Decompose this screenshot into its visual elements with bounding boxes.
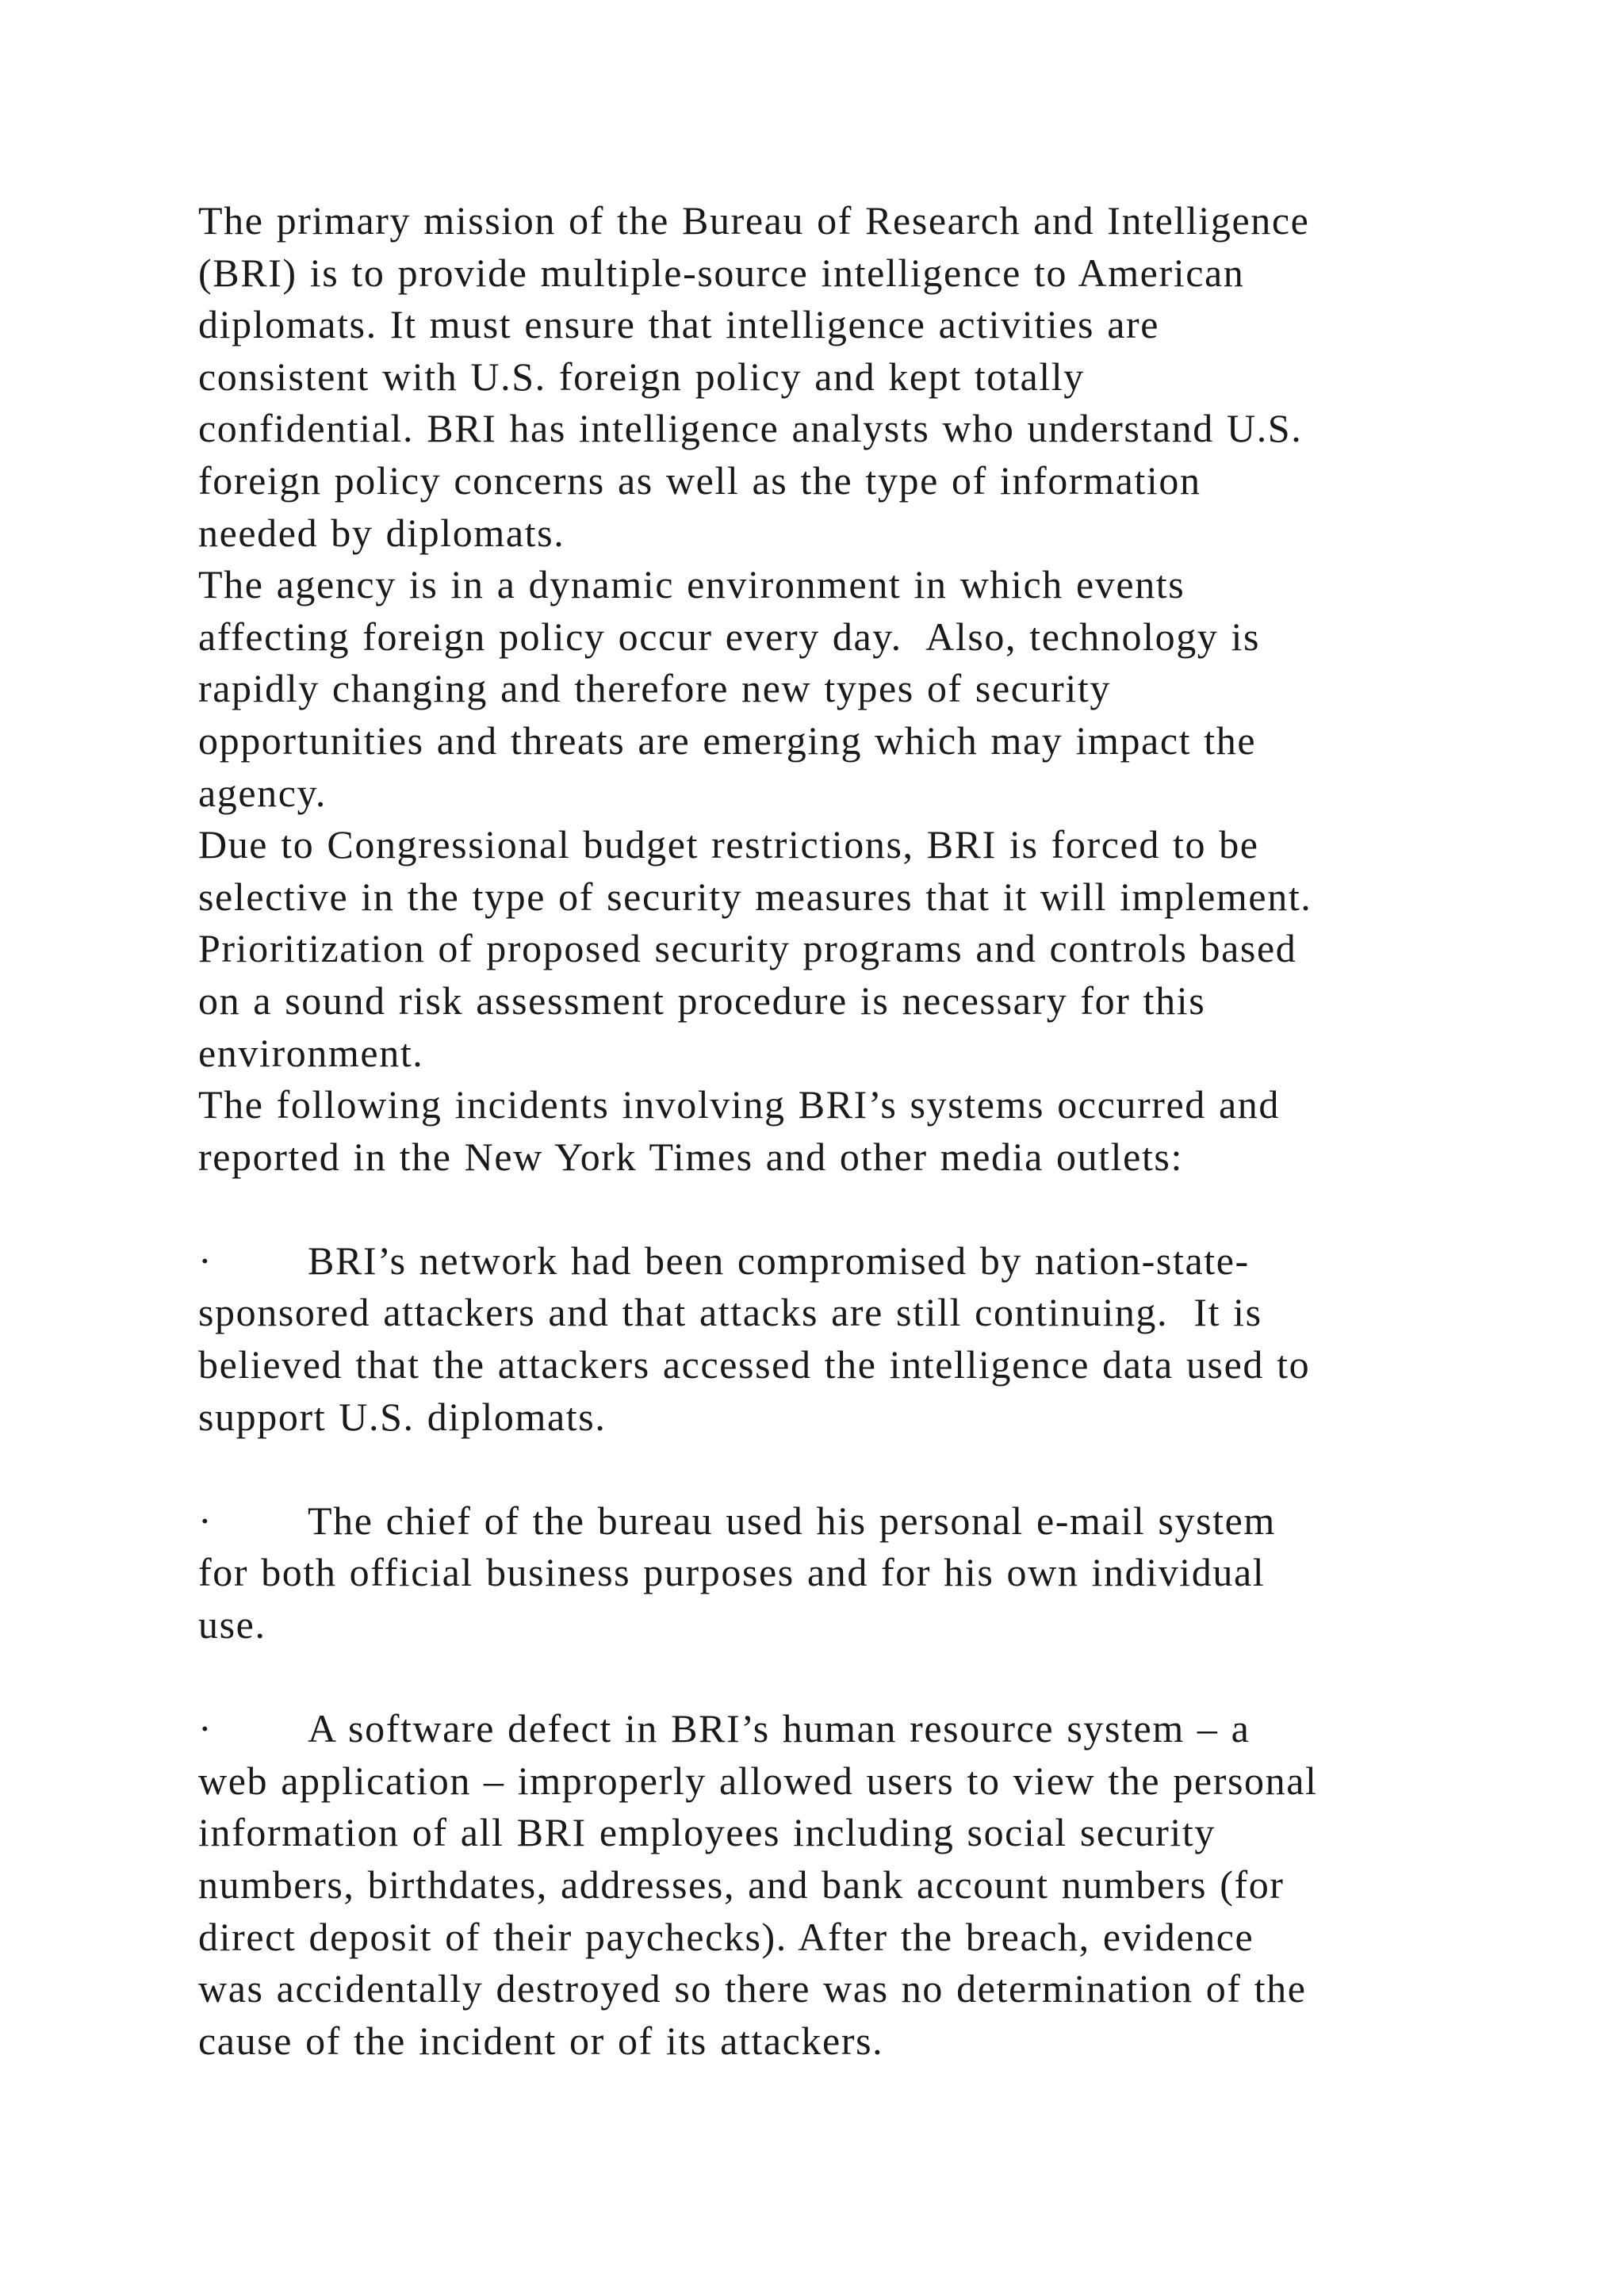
paragraph-2-line: agency. (198, 770, 327, 815)
bullet-dot-icon: · (198, 1498, 213, 1543)
document-body (198, 195, 1515, 2067)
bullet-item (198, 1235, 1515, 1443)
bullet-first-line (198, 1703, 1515, 1755)
paragraph-1-line: diplomats. It must ensure that intelligence activities are (198, 302, 1160, 347)
paragraph-2-line: opportunities and threats are emerging which may impact the (198, 718, 1257, 763)
bullet-line: was accidentally destroyed so there was no determination of the (198, 1966, 1307, 2011)
bullet-line: believed that the attackers accessed the intelligence data used to (198, 1342, 1311, 1387)
paragraph-1-line: confidential. BRI has intelligence analysts who understand U.S. (198, 406, 1303, 451)
paragraph-2-line: rapidly changing and therefore new types of security (198, 666, 1111, 711)
blank-line (198, 1443, 1515, 1495)
paragraph-3-line: Due to Congressional budget restrictions, BRI is forced to be (198, 822, 1259, 867)
paragraph-1-line: foreign policy concerns as well as the type of information (198, 457, 1201, 503)
bullet-line: information of all BRI employees including social security (198, 1810, 1216, 1855)
paragraph-1-line: consistent with U.S. foreign policy and kept totally (198, 354, 1085, 399)
paragraph-4-line: The following incidents involving BRI’s systems occurred and (198, 1082, 1280, 1127)
paragraph-3-line: environment. (198, 1030, 424, 1075)
bullet-line: support U.S. diplomats. (198, 1394, 607, 1439)
bullet-first-line (198, 1495, 1515, 1548)
paragraph-2-line: affecting foreign policy occur every day. Also, technology is (198, 614, 1261, 659)
bullet-line: web application – improperly allowed users to view the personal (198, 1758, 1318, 1803)
blank-line (198, 1651, 1515, 1704)
paragraph-3-line: on a sound risk assessment procedure is necessary for this (198, 978, 1206, 1023)
bullet-text: BRI’s network had been compromised by nation-state- (308, 1238, 1250, 1283)
paragraph-1-line: The primary mission of the Bureau of Research and Intelligence (198, 198, 1310, 243)
bullet-line: cause of the incident or of its attackers. (198, 2018, 884, 2063)
bullet-line: use. (198, 1602, 266, 1647)
bullet-text: The chief of the bureau used his personal e-mail system (308, 1498, 1276, 1543)
paragraph-3-line: Prioritization of proposed security programs and controls based (198, 926, 1297, 971)
bullet-first-line (198, 1235, 1515, 1288)
bullet-line: sponsored attackers and that attacks are still continuing. It is (198, 1290, 1262, 1335)
paragraph-1-line: (BRI) is to provide multiple-source intelligence to American (198, 250, 1245, 295)
paragraph-4-line: reported in the New York Times and other media outlets: (198, 1134, 1183, 1179)
bullet-dot-icon: · (198, 1238, 213, 1283)
bullet-text: A software defect in BRI’s human resource system – a (308, 1706, 1251, 1751)
paragraph-3-line: selective in the type of security measures that it will implement. (198, 874, 1312, 919)
paragraph-2-line: The agency is in a dynamic environment in which events (198, 562, 1185, 607)
bullet-item (198, 1495, 1515, 1651)
bullet-line: numbers, birthdates, addresses, and bank account numbers (for (198, 1862, 1285, 1907)
bullet-line: for both official business purposes and for his own individual (198, 1550, 1266, 1595)
bullet-line: direct deposit of their paychecks). After the breach, evidence (198, 1914, 1254, 1959)
bullet-dot-icon: · (198, 1706, 213, 1751)
blank-line (198, 1183, 1515, 1235)
paragraph-1-line: needed by diplomats. (198, 510, 565, 555)
bullet-item (198, 1703, 1515, 2067)
